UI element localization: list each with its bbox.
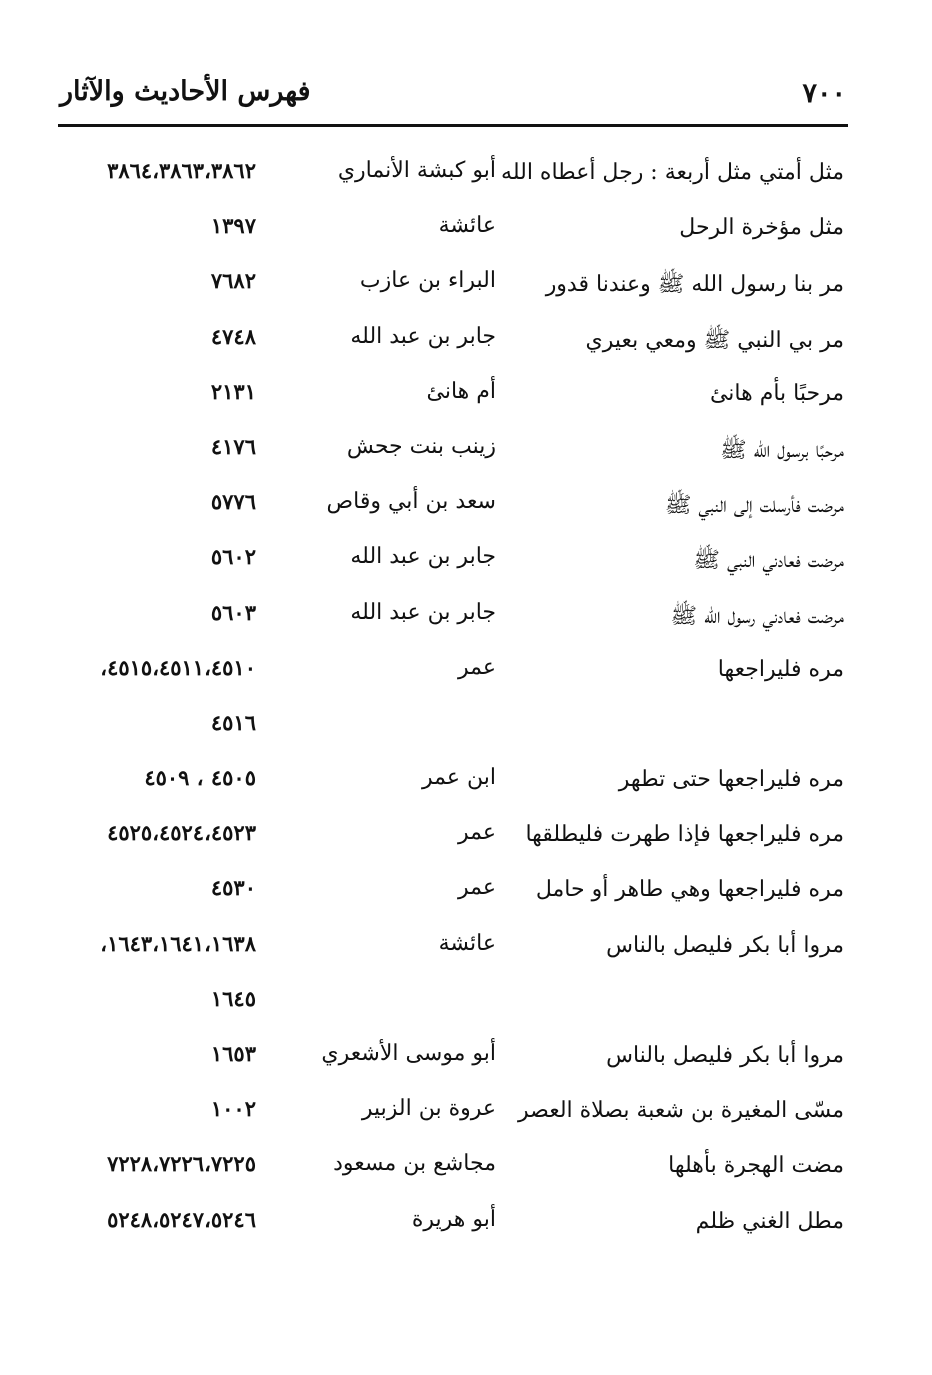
hadith-reference-numbers: ٤٥١٥،٤٥١١،٤٥١٠، bbox=[100, 654, 256, 680]
index-row bbox=[40, 538, 850, 593]
index-row bbox=[40, 207, 850, 262]
hadith-text: مسّى المغيرة بن شعبة بصلاة العصر bbox=[517, 1098, 844, 1124]
index-row bbox=[40, 318, 850, 373]
page-header bbox=[58, 68, 848, 116]
index-row bbox=[40, 980, 850, 1035]
index-row bbox=[40, 759, 850, 814]
hadith-text: مرضت فأرسلت إلى النبي ﷺ bbox=[664, 493, 844, 519]
index-row bbox=[40, 152, 850, 207]
hadith-text: مروا أبا بكر فليصل بالناس bbox=[606, 932, 844, 958]
narrator-name: أم هانئ bbox=[426, 378, 496, 404]
hadith-index-list bbox=[40, 152, 850, 1256]
index-row bbox=[40, 869, 850, 924]
narrator-name: جابر بن عبد الله bbox=[350, 323, 496, 349]
index-row bbox=[40, 373, 850, 428]
narrator-name: عروة بن الزبير bbox=[361, 1096, 496, 1122]
index-row bbox=[40, 814, 850, 869]
hadith-text: مضت الهجرة بأهلها bbox=[668, 1153, 844, 1179]
hadith-text: مرضت فعادني النبي ﷺ bbox=[693, 548, 844, 574]
index-row bbox=[40, 1145, 850, 1200]
hadith-reference-numbers: ٥٢٤٨،٥٢٤٧،٥٢٤٦ bbox=[107, 1206, 256, 1232]
hadith-reference-numbers: ٣٨٦٤،٣٨٦٣،٣٨٦٢ bbox=[107, 158, 256, 183]
index-row bbox=[40, 483, 850, 538]
narrator-name: سعد بن أبي وقاص bbox=[326, 489, 496, 515]
hadith-text: مر بي النبي ﷺ ومعي بعيري bbox=[585, 327, 844, 353]
index-row bbox=[40, 704, 850, 759]
narrator-name: جابر بن عبد الله bbox=[350, 544, 496, 570]
hadith-text: مثل مؤخرة الرحل bbox=[679, 215, 844, 241]
header-rule bbox=[58, 124, 848, 127]
hadith-reference-numbers: ٤٥٣٠ bbox=[210, 875, 256, 901]
index-row bbox=[40, 1035, 850, 1090]
index-row bbox=[40, 428, 850, 483]
hadith-text: مره فليراجعها فإذا طهرت فليطلقها bbox=[525, 822, 844, 848]
narrator-name: عمر bbox=[458, 875, 496, 901]
hadith-text: مره فليراجعها حتى تطهر bbox=[618, 767, 844, 793]
hadith-reference-numbers: ٧٦٨٢ bbox=[210, 268, 256, 294]
hadith-reference-numbers: ١٦٤٣،١٦٤١،١٦٣٨، bbox=[100, 930, 256, 956]
hadith-reference-numbers: ٢١٣١ bbox=[210, 378, 256, 404]
narrator-name: البراء بن عازب bbox=[359, 268, 496, 294]
hadith-text: مروا أبا بكر فليصل بالناس bbox=[606, 1043, 844, 1068]
hadith-reference-numbers: ١٠٠٢ bbox=[210, 1096, 256, 1122]
hadith-text: مره فليراجعها وهي طاهر أو حامل bbox=[535, 877, 844, 903]
hadith-reference-numbers: ٤٥٠٥ ، ٤٥٠٩ bbox=[144, 765, 256, 791]
narrator-name: عائشة bbox=[438, 930, 496, 956]
hadith-text: مثل أمتي مثل أربعة : رجل أعطاه الله bbox=[501, 160, 844, 185]
hadith-reference-numbers: ١٦٤٥ bbox=[210, 985, 256, 1011]
narrator-name: عمر bbox=[458, 654, 496, 680]
hadith-text: مطل الغني ظلم bbox=[695, 1208, 844, 1234]
index-row bbox=[40, 1090, 850, 1145]
narrator-name: أبو هريرة bbox=[411, 1206, 496, 1232]
hadith-reference-numbers: ١٣٩٧ bbox=[210, 213, 256, 239]
hadith-reference-numbers: ٥٦٠٣ bbox=[210, 599, 256, 625]
index-row bbox=[40, 1201, 850, 1256]
hadith-reference-numbers: ٧٢٢٨،٧٢٢٦،٧٢٢٥ bbox=[107, 1151, 256, 1177]
hadith-text: مر بنا رسول الله ﷺ وعندنا قدور bbox=[545, 272, 844, 298]
hadith-text: مرضت فعادني رسول الله ﷺ bbox=[670, 603, 844, 629]
narrator-name: أبو موسى الأشعري bbox=[321, 1041, 496, 1066]
narrator-name: عائشة bbox=[438, 213, 496, 239]
hadith-text: مرحبًا بأم هانئ bbox=[709, 380, 844, 406]
hadith-reference-numbers: ٤١٧٦ bbox=[210, 433, 256, 459]
narrator-name: ابن عمر bbox=[422, 765, 496, 791]
hadith-reference-numbers: ٤٥١٦ bbox=[210, 709, 256, 735]
page-number: ٧٠٠ bbox=[802, 78, 846, 109]
hadith-reference-numbers: ٥٧٧٦ bbox=[210, 489, 256, 515]
index-row bbox=[40, 925, 850, 980]
hadith-reference-numbers: ٤٥٢٥،٤٥٢٤،٤٥٢٣ bbox=[107, 820, 256, 846]
narrator-name: عمر bbox=[458, 820, 496, 846]
hadith-reference-numbers: ١٦٥٣ bbox=[210, 1041, 256, 1066]
index-row bbox=[40, 649, 850, 704]
page-title: فهرس الأحاديث والآثار bbox=[60, 76, 311, 107]
narrator-name: أبو كبشة الأنماري bbox=[337, 158, 496, 183]
index-row bbox=[40, 594, 850, 649]
hadith-reference-numbers: ٥٦٠٢ bbox=[210, 544, 256, 570]
narrator-name: زينب بنت جحش bbox=[346, 433, 496, 459]
narrator-name: جابر بن عبد الله bbox=[350, 599, 496, 625]
hadith-text: مرحبًا برسول الله ﷺ bbox=[720, 437, 844, 463]
narrator-name: مجاشع بن مسعود bbox=[333, 1151, 496, 1177]
hadith-reference-numbers: ٤٧٤٨ bbox=[210, 323, 256, 349]
index-row bbox=[40, 262, 850, 317]
hadith-text: مره فليراجعها bbox=[717, 656, 844, 682]
